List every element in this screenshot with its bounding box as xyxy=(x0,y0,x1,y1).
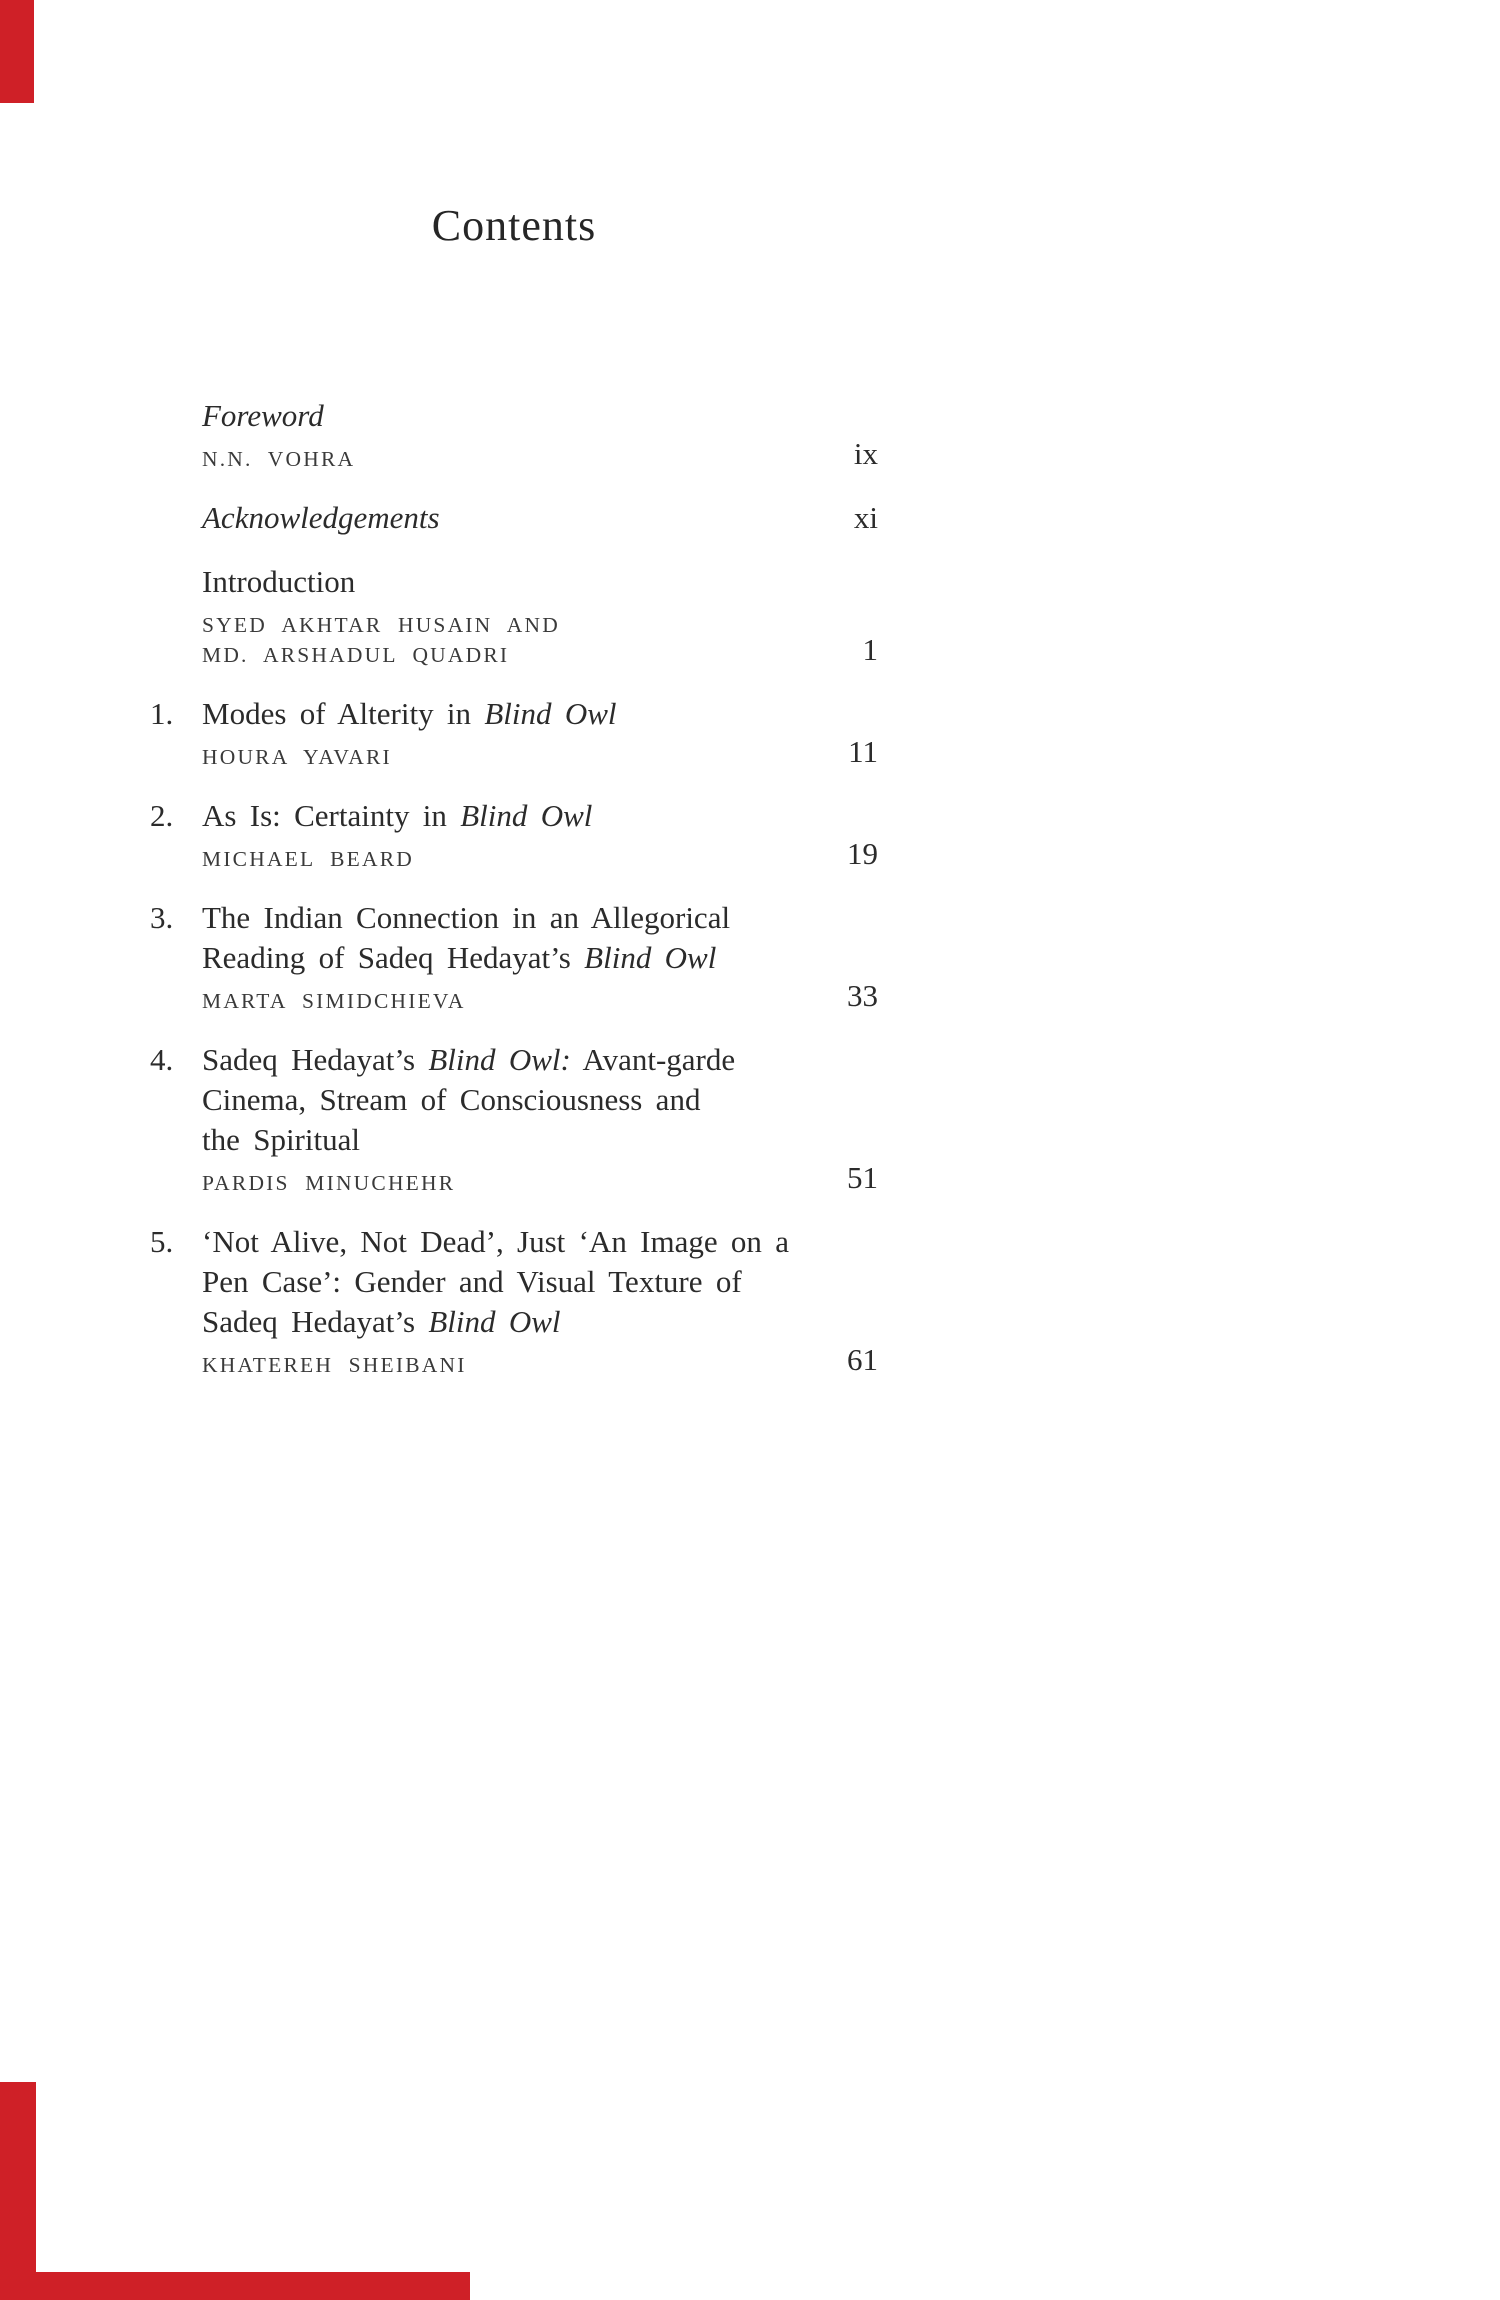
entry-text xyxy=(150,396,854,474)
entry-text xyxy=(150,898,847,1016)
title-segment: As Is: Certainty in xyxy=(202,798,461,833)
title-segment: The Indian Connection in an Allegorical xyxy=(202,900,731,935)
entry-page-number: 1 xyxy=(862,632,878,667)
entry-title-line xyxy=(202,1302,847,1342)
red-spine-accent-bottom-bar xyxy=(0,2272,470,2300)
entry-page-number: xi xyxy=(853,500,878,535)
entry-page-number: ix xyxy=(853,436,878,471)
title-segment: the Spiritual xyxy=(202,1122,360,1157)
entry-text xyxy=(150,498,854,538)
title-segment: Blind Owl xyxy=(584,940,717,975)
entry-number: 4. xyxy=(150,1042,174,1077)
toc-entry xyxy=(150,498,878,538)
entry-author: N.N. VOHRA xyxy=(202,447,356,471)
title-segment: Blind Owl: xyxy=(428,1042,571,1077)
title-segment: Sadeq Hedayat’s xyxy=(202,1042,429,1077)
entry-title-line xyxy=(202,938,847,978)
entry-authors xyxy=(202,610,863,670)
toc-entry xyxy=(150,396,878,474)
entry-author: MICHAEL BEARD xyxy=(202,847,414,871)
title-segment: Sadeq Hedayat’s xyxy=(202,1304,429,1339)
entry-title-line xyxy=(202,1120,847,1160)
entry-authors xyxy=(202,742,848,772)
toc-entry xyxy=(150,898,878,1016)
entry-title-line xyxy=(202,1222,847,1262)
title-segment: Pen Case’: Gender and Visual Texture of xyxy=(202,1264,742,1299)
entry-page-number: 61 xyxy=(847,1342,878,1377)
entry-number: 5. xyxy=(150,1224,174,1259)
entry-page-number: 33 xyxy=(847,978,878,1013)
entry-page-number: 19 xyxy=(847,836,878,871)
title-segment: Modes of Alterity in xyxy=(202,696,485,731)
entry-number: 2. xyxy=(150,798,174,833)
title-segment: Blind Owl xyxy=(460,798,593,833)
entry-text xyxy=(150,694,848,772)
toc-entry xyxy=(150,796,878,874)
toc-entries xyxy=(150,396,878,1404)
entry-title-line xyxy=(202,1080,847,1120)
entry-authors xyxy=(202,986,847,1016)
entry-title-line xyxy=(202,1262,847,1302)
page-title: Contents xyxy=(431,201,597,250)
entry-number: 3. xyxy=(150,900,174,935)
entry-authors xyxy=(202,844,847,874)
entry-title-line xyxy=(202,1040,847,1080)
red-spine-accent-top-left xyxy=(0,0,34,103)
entry-author: KHATEREH SHEIBANI xyxy=(202,1353,467,1377)
entry-author: MARTA SIMIDCHIEVA xyxy=(202,989,466,1013)
title-segment: Cinema, Stream of Consciousness and xyxy=(202,1082,701,1117)
entry-text xyxy=(150,1222,847,1380)
toc-entry xyxy=(150,1040,878,1198)
title-segment: Reading of Sadeq Hedayat’s xyxy=(202,940,585,975)
entry-text xyxy=(150,562,863,670)
entry-title-line xyxy=(202,694,848,734)
toc-entry xyxy=(150,1222,878,1380)
title-segment: Introduction xyxy=(202,564,356,599)
entry-author: PARDIS MINUCHEHR xyxy=(202,1171,456,1195)
entry-title-line xyxy=(202,396,854,436)
entry-number: 1. xyxy=(150,696,174,731)
title-segment: Blind Owl xyxy=(484,696,617,731)
entry-author: HOURA YAVARI xyxy=(202,745,392,769)
title-segment: Avant-garde xyxy=(570,1042,736,1077)
entry-authors xyxy=(202,1350,847,1380)
entry-title-line xyxy=(202,898,847,938)
title-segment: Foreword xyxy=(202,398,324,433)
toc-entry xyxy=(150,694,878,772)
entry-title-line xyxy=(202,796,847,836)
entry-text xyxy=(150,796,847,874)
entry-page-number: 51 xyxy=(847,1160,878,1195)
entry-authors xyxy=(202,444,854,474)
title-segment: Acknowledgements xyxy=(202,500,440,535)
entry-author: MD. ARSHADUL QUADRI xyxy=(202,643,510,667)
title-segment: ‘Not Alive, Not Dead’, Just ‘An Image on a xyxy=(202,1224,790,1259)
entry-title-line xyxy=(202,498,854,538)
entry-page-number: 11 xyxy=(848,734,878,769)
title-segment: Blind Owl xyxy=(428,1304,561,1339)
toc-entry xyxy=(150,562,878,670)
entry-authors xyxy=(202,1168,847,1198)
entry-author: SYED AKHTAR HUSAIN AND xyxy=(202,613,560,637)
entry-title-line xyxy=(202,562,863,602)
entry-text xyxy=(150,1040,847,1198)
red-spine-accent-bottom-left xyxy=(0,2082,36,2300)
